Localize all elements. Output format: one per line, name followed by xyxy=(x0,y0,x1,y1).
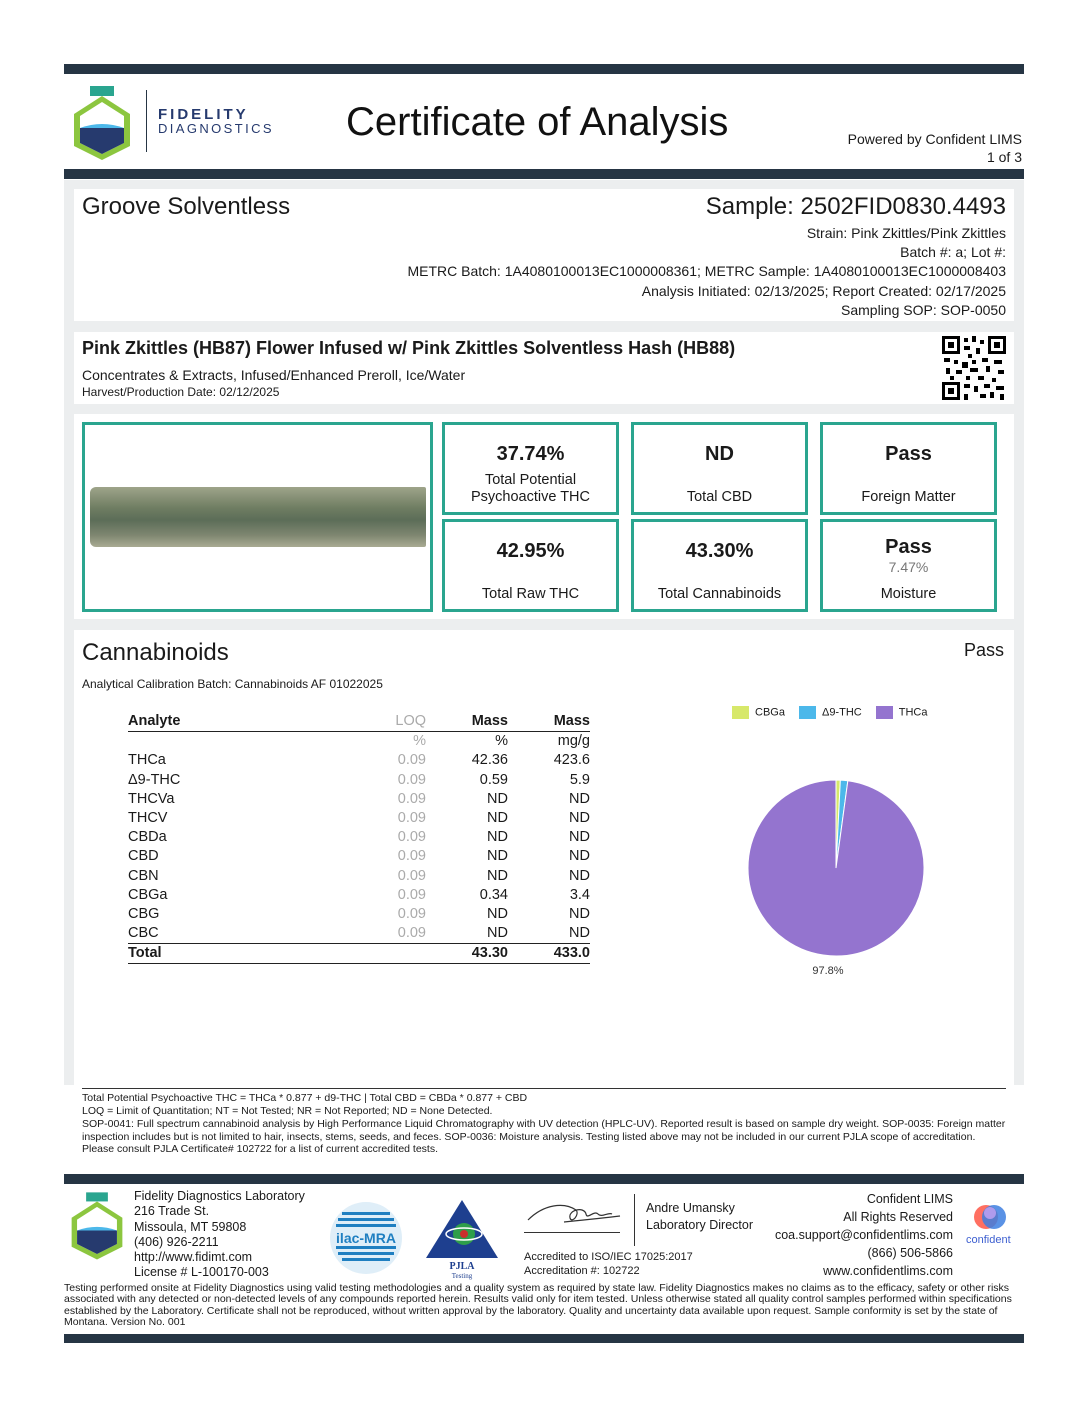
lims-info xyxy=(775,1190,953,1280)
product-category: Concentrates & Extracts, Infused/Enhanced Preroll, Ice/Water xyxy=(82,367,466,383)
summary-label: Moisture xyxy=(880,586,937,602)
mass-mg-cell: ND xyxy=(569,829,590,846)
cannabinoids-table xyxy=(128,712,590,964)
confident-wordmark: confident xyxy=(966,1234,1011,1246)
mass-mg-cell: ND xyxy=(569,925,590,942)
pie-slice-label: 97.8% xyxy=(812,965,844,977)
loq-cell: 0.09 xyxy=(397,925,426,942)
table-row xyxy=(128,924,590,944)
page-number: 1 of 3 xyxy=(986,149,1022,165)
column-header: LOQ xyxy=(328,712,426,732)
svg-text:Testing: Testing xyxy=(451,1272,473,1280)
loq-cell: 0.09 xyxy=(397,867,426,884)
accreditation-number: Accreditation #: 102722 xyxy=(524,1265,640,1277)
loq-cell: 0.09 xyxy=(397,771,426,788)
table-header-row xyxy=(128,712,590,732)
section-status: Pass xyxy=(963,640,1004,660)
section-title: Cannabinoids xyxy=(82,639,229,666)
pie-legend xyxy=(732,706,941,724)
analyte-cell: THCV xyxy=(128,810,168,827)
mass-percent-cell: ND xyxy=(487,810,508,827)
director-title: Laboratory Director xyxy=(646,1218,753,1232)
table-row xyxy=(128,867,590,886)
total-mass-percent: 43.30 xyxy=(426,944,508,964)
summary-value: ND xyxy=(705,443,734,465)
analyte-cell: CBN xyxy=(128,867,159,884)
summary-raw-thc xyxy=(442,519,619,612)
fidelity-logo-icon xyxy=(70,84,134,160)
column-header: Analyte xyxy=(128,712,328,732)
footer-disclaimer: Testing performed onsite at Fidelity Diagnostics using valid testing methodologies and a quality system as required by state law. Fidelity Diagnostics makes no claims as to the efficacy, safety or other risks associated with any detected or non-detected levels of any compounds reported herein. Results valid only for item tested. Unless otherwise stated all quality control samples performed within specifications established by the Laboratory. Certificate shall not be reproduced, without written approval by the laboratory. Quality and uncertainty data available upon request. Sample conformity is set by the state of Montana. Version No. 001 xyxy=(64,1282,1012,1328)
column-header: Mass xyxy=(508,712,590,732)
analysis-dates: Analysis Initiated: 02/13/2025; Report Created: 02/17/2025 xyxy=(641,283,1006,299)
loq-cell: 0.09 xyxy=(397,829,426,846)
client-panel xyxy=(74,189,1014,321)
lab-address xyxy=(134,1189,305,1281)
mass-percent-cell: ND xyxy=(487,790,508,807)
mass-mg-cell: ND xyxy=(569,905,590,922)
notes-divider xyxy=(82,1088,1006,1089)
mass-percent-cell: ND xyxy=(487,925,508,942)
director-signature xyxy=(524,1198,624,1232)
unit-cell: mg/g xyxy=(557,733,590,750)
legend-label: THCa xyxy=(898,706,928,719)
loq-cell: 0.09 xyxy=(397,752,426,769)
strain: Strain: Pink Zkittles/Pink Zkittles xyxy=(806,225,1006,241)
summary-value: 42.95% xyxy=(496,540,565,562)
summary-foreign-matter xyxy=(820,422,997,515)
batch-lot: Batch #: a; Lot #: xyxy=(900,244,1006,260)
unit-cell xyxy=(128,732,328,752)
product-panel xyxy=(74,332,1014,404)
summary-value: Pass xyxy=(885,536,932,558)
iso-accreditation: Accredited to ISO/IEC 17025:2017 xyxy=(524,1251,693,1263)
analyte-cell: CBD xyxy=(128,848,159,865)
logo-divider xyxy=(146,90,147,152)
legend-swatch xyxy=(799,706,816,719)
metrc-info: METRC Batch: 1A4080100013EC1000008361; METRC Sample: 1A4080100013EC1000008403 xyxy=(407,263,1006,279)
lims-name: Confident LIMS xyxy=(866,1192,953,1206)
lab-phone: (406) 926-2211 xyxy=(134,1234,219,1249)
logo-wordmark-line2: DIAGNOSTICS xyxy=(158,121,274,136)
mass-mg-cell: 3.4 xyxy=(569,886,590,903)
sampling-sop: Sampling SOP: SOP-0050 xyxy=(841,302,1006,318)
total-row xyxy=(128,944,590,964)
lims-rights: All Rights Reserved xyxy=(843,1210,953,1224)
mass-percent-cell: 42.36 xyxy=(471,752,508,769)
legend-item xyxy=(799,706,862,719)
sample-photo xyxy=(90,487,426,547)
mass-percent-cell: ND xyxy=(487,867,508,884)
director-name: Andre Umansky xyxy=(646,1201,735,1215)
unit-cell: % xyxy=(495,733,508,750)
page-title: Certificate of Analysis xyxy=(346,100,729,144)
mass-percent-cell: ND xyxy=(487,829,508,846)
note-methods: SOP-0041: Full spectrum cannabinoid analysis by High Performance Liquid Chromatography with UV detection (HPLC-UV). Reported result is based on sample dry weight. SOP-0035: Foreign matter inspection includes but is not limited to hair, insects, stems, seeds, and feces. SOP-0036: Moisture analysis. Testing listed above may not be included in our current PJLA scope of accreditation. Please consult PJLA Certificate# 102722 for a list of current accredited tests. xyxy=(82,1118,1006,1156)
mass-mg-cell: 5.9 xyxy=(569,771,590,788)
table-row xyxy=(128,790,590,809)
table-row xyxy=(128,751,590,770)
legend-swatch xyxy=(732,706,749,719)
summary-label: Total Cannabinoids xyxy=(657,586,782,602)
total-label: Total xyxy=(128,944,328,964)
analyte-cell: THCa xyxy=(128,752,166,769)
note-legend: LOQ = Limit of Quantitation; NT = Not Tested; NR = Not Reported; ND = None Detected. xyxy=(82,1105,493,1117)
loq-cell: 0.09 xyxy=(397,848,426,865)
pjla-logo-icon xyxy=(424,1198,500,1280)
lab-city: Missoula, MT 59808 xyxy=(134,1219,247,1234)
lab-license: License # L-100170-003 xyxy=(134,1265,269,1280)
qr-code-icon[interactable] xyxy=(942,336,1006,400)
table-row xyxy=(128,828,590,847)
pie-slice-thca xyxy=(748,780,924,956)
total-mass-mg: 433.0 xyxy=(508,944,590,964)
mass-percent-cell: 0.34 xyxy=(479,886,508,903)
mass-mg-cell: ND xyxy=(569,790,590,807)
note-formula: Total Potential Psychoactive THC = THCa * 0.877 + d9-THC | Total CBD = CBDa * 0.877 + CBD xyxy=(82,1092,528,1104)
loq-cell: 0.09 xyxy=(397,810,426,827)
legend-swatch xyxy=(876,706,893,719)
svg-text:PJLA: PJLA xyxy=(449,1261,475,1272)
lims-website-link[interactable]: www.confidentlims.com xyxy=(823,1264,953,1278)
summary-label: Total CBD xyxy=(686,489,753,505)
legend-item xyxy=(732,706,785,719)
summary-total-cbd xyxy=(631,422,808,515)
loq-cell: 0.09 xyxy=(397,886,426,903)
sample-image-box xyxy=(82,422,433,612)
table-row xyxy=(128,771,590,790)
analyte-cell: Δ9-THC xyxy=(128,771,181,788)
mass-mg-cell: ND xyxy=(569,867,590,884)
legend-label: CBGa xyxy=(755,706,785,719)
mass-mg-cell: ND xyxy=(569,848,590,865)
header-bottom-bar xyxy=(64,169,1024,179)
units-row xyxy=(128,732,590,752)
sample-id: Sample: 2502FID0830.4493 xyxy=(705,193,1006,220)
column-header: Mass xyxy=(426,712,508,732)
mass-mg-cell: 423.6 xyxy=(553,752,590,769)
loq-cell: 0.09 xyxy=(397,790,426,807)
top-bar xyxy=(64,64,1024,74)
mass-percent-cell: 0.59 xyxy=(479,771,508,788)
lab-website-link[interactable]: http://www.fidimt.com xyxy=(134,1250,253,1265)
lab-street: 216 Trade St. xyxy=(134,1204,210,1219)
loq-cell: 0.09 xyxy=(397,905,426,922)
analyte-cell: CBGa xyxy=(128,886,168,903)
summary-moisture xyxy=(820,519,997,612)
analyte-cell: CBG xyxy=(128,905,160,922)
fidelity-footer-logo-icon xyxy=(68,1190,126,1260)
lab-name: Fidelity Diagnostics Laboratory xyxy=(134,1189,305,1203)
mass-percent-cell: ND xyxy=(487,905,508,922)
summary-total-cannabinoids xyxy=(631,519,808,612)
summary-label: Foreign Matter xyxy=(861,489,956,505)
summary-total-thc xyxy=(442,422,619,515)
product-name: Pink Zkittles (HB87) Flower Infused w/ Pink Zkittles Solventless Hash (HB88) xyxy=(82,338,736,358)
summary-value: 43.30% xyxy=(685,540,754,562)
powered-by: Powered by Confident LIMS xyxy=(847,131,1022,147)
harvest-date: Harvest/Production Date: 02/12/2025 xyxy=(82,385,280,399)
summary-label: Total Raw THC xyxy=(481,586,580,602)
table-row xyxy=(128,809,590,828)
lims-phone: (866) 506-5866 xyxy=(867,1246,953,1260)
analyte-cell: THCVa xyxy=(128,790,175,807)
mass-mg-cell: ND xyxy=(569,810,590,827)
signature-line xyxy=(524,1232,620,1233)
table-row xyxy=(128,905,590,924)
lims-email-link[interactable]: coa.support@confidentlims.com xyxy=(774,1228,953,1242)
summary-subvalue: 7.47% xyxy=(888,559,929,575)
svg-text:ilac-MRA: ilac-MRA xyxy=(336,1230,396,1246)
signature-divider xyxy=(634,1194,635,1246)
summary-label: Total Potential Psychoactive THC xyxy=(471,472,590,505)
total-loq xyxy=(328,944,426,964)
table-row xyxy=(128,886,590,905)
analyte-cell: CBDa xyxy=(128,829,167,846)
client-name: Groove Solventless xyxy=(82,193,291,220)
table-row xyxy=(128,847,590,866)
footer-top-bar xyxy=(64,1174,1024,1184)
legend-label: Δ9-THC xyxy=(821,706,862,719)
summary-value: 37.74% xyxy=(496,443,565,465)
legend-item xyxy=(876,706,928,719)
logo-wordmark-line1: FIDELITY xyxy=(158,106,249,123)
mass-percent-cell: ND xyxy=(487,848,508,865)
pie-chart xyxy=(740,772,932,982)
ilac-mra-logo-icon xyxy=(328,1200,404,1276)
bottom-bar xyxy=(64,1334,1024,1343)
summary-value: Pass xyxy=(885,443,932,465)
calibration-batch: Analytical Calibration Batch: Cannabinoids AF 01022025 xyxy=(82,677,383,691)
analyte-cell: CBC xyxy=(128,925,159,942)
unit-cell: % xyxy=(413,733,426,750)
